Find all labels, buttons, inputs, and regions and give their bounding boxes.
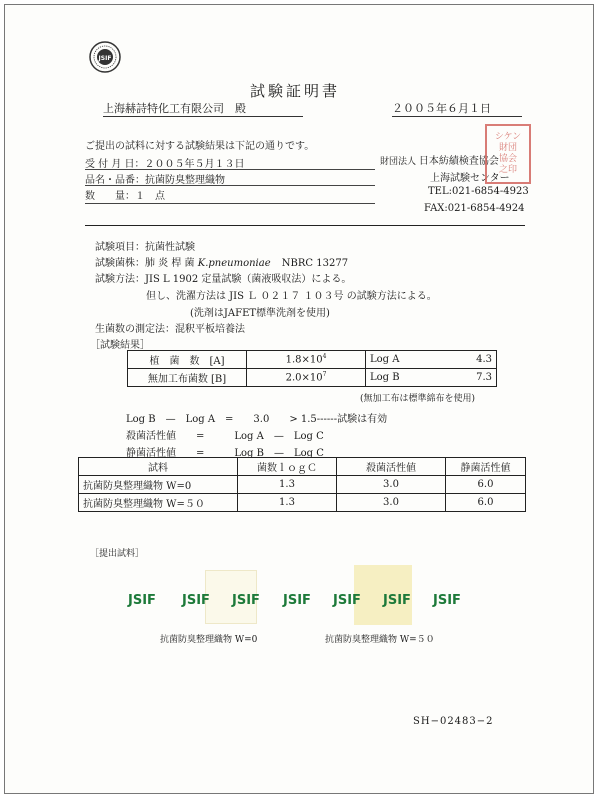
recipient: 上海赫詩特化工有限公司 殿 (103, 100, 303, 117)
jsif-logo: JSIF (232, 593, 260, 608)
caption-w0: 抗菌防臭整理織物 W=0 (160, 635, 258, 645)
row-label: 無加工布菌数 [B] (128, 369, 247, 387)
issue-date: ２００５年６月１日 (392, 100, 522, 117)
control-footnote: (無加工布は標準綿布を使用) (360, 394, 476, 404)
issuer-org (380, 152, 499, 167)
cell: 6.0 (446, 494, 526, 512)
divider (85, 203, 375, 204)
divider (85, 169, 375, 170)
intro-sentence: ご提出の試料に対する試験結果は下記の通りです。 (85, 141, 315, 152)
row-log-value: 4.3 (434, 351, 497, 369)
section-divider (85, 225, 525, 226)
table-row (128, 351, 497, 369)
col-header: 試料 (79, 458, 238, 476)
organism-jp: 肺 炎 桿 菌 (145, 258, 195, 269)
received-row (85, 155, 245, 170)
caption-w50: 抗菌防臭整理織物 W=５０ (325, 635, 435, 645)
issuer-tel: TEL:021-6854-4923 (428, 186, 529, 197)
method-row (95, 270, 351, 285)
stamp-line: 財団 (498, 143, 517, 153)
method-value: JIS L 1902 定量試験（菌液吸収法）による。 (145, 274, 352, 285)
cell: 6.0 (446, 476, 526, 494)
test-item-value: 抗菌性試験 (145, 242, 195, 253)
cell: 1.3 (238, 476, 337, 494)
product-value: 抗菌防臭整理織物 (145, 175, 225, 186)
col-header: 静菌活性値 (446, 458, 526, 476)
col-header: 殺菌活性値 (337, 458, 446, 476)
quantity-value: １ 点 (135, 191, 165, 202)
svg-text:JSIF: JSIF (98, 55, 112, 62)
jsif-seal-logo (89, 41, 121, 73)
divider (85, 185, 375, 186)
cell: 1.3 (238, 494, 337, 512)
bacteriostatic-formula: 静菌活性値 = Log B — Log C (126, 448, 324, 459)
product-row (85, 171, 225, 186)
issuer-fax: FAX:021-6854-4924 (424, 203, 525, 214)
row-label: 植 菌 数 [A] (128, 351, 247, 369)
jsif-logo: JSIF (128, 593, 156, 608)
row-count: $1.8\times 10^4$ (247, 351, 366, 369)
summary-table (78, 457, 526, 512)
received-label: 受 付 月 日： (85, 159, 145, 170)
jsif-logo: JSIF (383, 593, 411, 608)
stamp-line: シケン (494, 132, 522, 142)
validity-line: Log B — Log A = 3.0 > 1.5------試験は有効 (126, 414, 388, 425)
organism-label: 試験菌株： (95, 258, 145, 269)
organism-sci: K.pneumoniae (197, 258, 271, 269)
wash-note: 但し、洗濯方法は JIS Ｌ ０２１７ １０３号 の試験方法による。 (146, 291, 437, 302)
cell: 3.0 (337, 476, 446, 494)
stamp-line: 之印 (498, 165, 517, 175)
bactericidal-formula: 殺菌活性値 = Log A — Log C (126, 431, 324, 442)
jsif-logo: JSIF (283, 593, 311, 608)
count-method: 生菌数の測定法：混釈平板培養法 (95, 324, 245, 335)
certificate-page (4, 4, 594, 794)
row-log-label: Log A (366, 351, 435, 369)
document-number: SH−02483−2 (413, 716, 494, 727)
results-heading: ［試験結果］ (90, 340, 150, 351)
method-label: 試験方法： (95, 274, 145, 285)
jsif-logo: JSIF (333, 593, 361, 608)
detergent-note: (洗剤はJAFET標準洗剤を使用) (190, 308, 330, 319)
quantity-row (85, 187, 165, 202)
cell: 3.0 (337, 494, 446, 512)
test-item-label: 試験項目： (95, 242, 145, 253)
received-value: ２００５年５月１３日 (144, 159, 245, 170)
row-count: $2.0\times 10^7$ (247, 369, 366, 387)
issuer-center: 上海試験センター (430, 173, 510, 184)
jsif-logo: JSIF (182, 593, 210, 608)
cell: 抗菌防臭整理織物 W=５０ (79, 494, 238, 512)
table-row (128, 369, 497, 387)
table-row (79, 494, 526, 512)
quantity-label: 数 量： (85, 191, 135, 202)
test-item-row (95, 238, 195, 253)
row-log-value: 7.3 (434, 369, 497, 387)
table-row (79, 476, 526, 494)
organism-strain: NBRC 13277 (281, 258, 349, 269)
table-header-row (79, 458, 526, 476)
document-title: 試験証明書 (250, 82, 341, 100)
organism-row (95, 254, 348, 269)
cell: 抗菌防臭整理織物 W=0 (79, 476, 238, 494)
product-label: 品名・品番： (85, 175, 145, 186)
red-seal-stamp (485, 124, 531, 184)
col-header: 菌数ｌｏｇＣ (238, 458, 337, 476)
jsif-logo: JSIF (433, 593, 461, 608)
row-log-label: Log B (366, 369, 435, 387)
inoculum-table (127, 350, 497, 387)
stamp-line: 協会 (498, 154, 517, 164)
org-name: 日本紡績検査協会 (418, 156, 499, 167)
samples-heading: ［提出試料］ (90, 549, 145, 559)
org-type: 財団法人 (380, 157, 417, 167)
